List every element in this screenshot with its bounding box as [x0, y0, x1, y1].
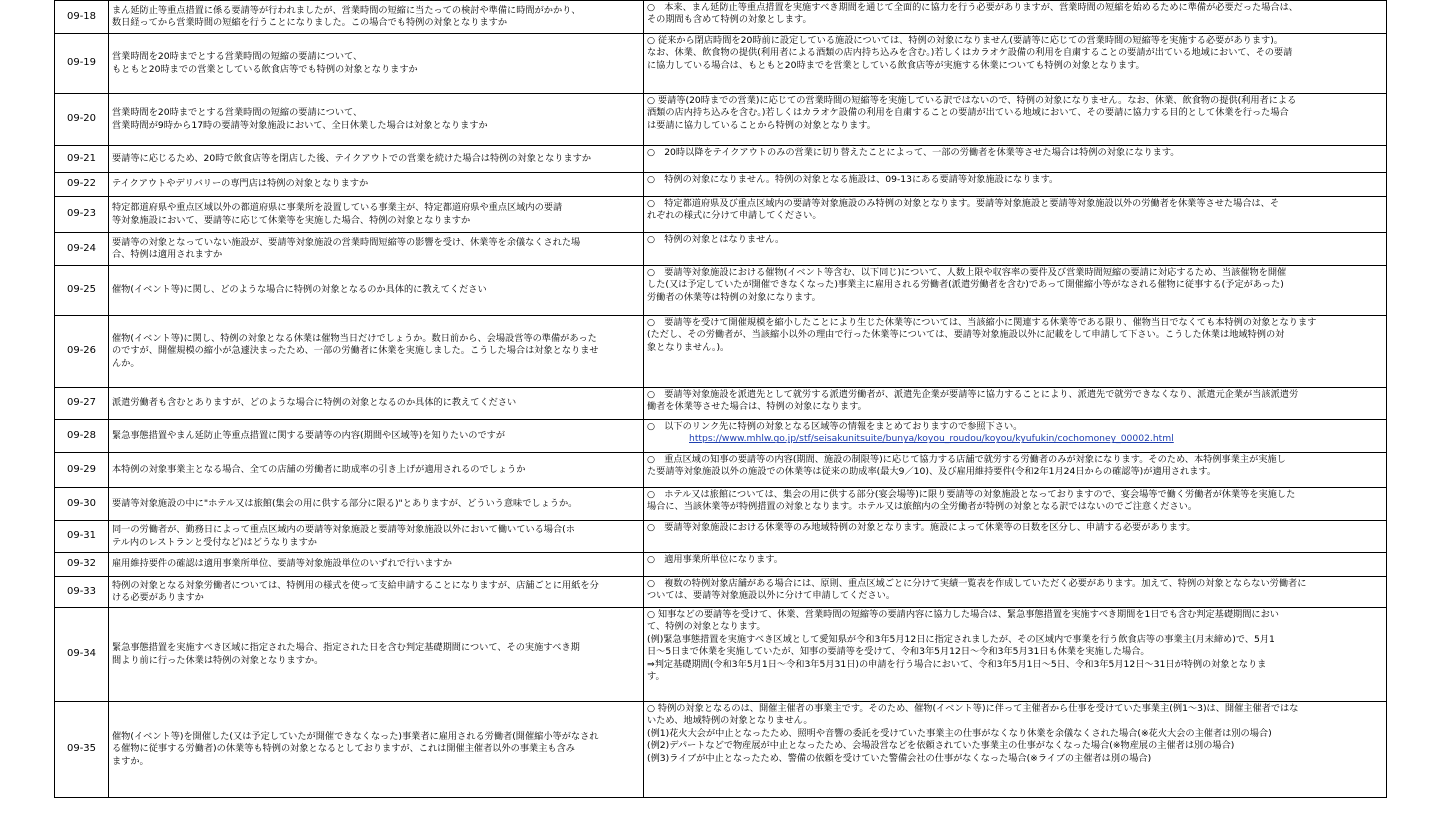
- answer-cell: [644, 316, 1387, 388]
- qa-row: [55, 577, 1387, 608]
- answer-text-line: ○ 適用事業所単位になります。: [647, 554, 783, 565]
- question-text-line: 数日経ってから営業時間の短縮を行うことになりました。この場合でも特例の対象となりますか: [112, 17, 508, 28]
- answer-cell: [644, 146, 1387, 173]
- answer-cell: [644, 34, 1387, 94]
- question-cell: [109, 173, 644, 197]
- answer-text-line: (例2)デパートなどで物産展が中止となったため、会場設営などを依頼されていた事業主の仕事がなくなった場合(※物産展の主催者は別の場合): [647, 740, 1235, 752]
- qa-row: [55, 553, 1387, 577]
- qa-row: [55, 266, 1387, 316]
- answer-text-line: ついては、要請等対象施設以外に分けて申請してください。: [647, 590, 896, 602]
- reference-link[interactable]: https://www.mhlw.go.jp/stf/seisakunitsuite/bunya/koyou_roudou/koyou/kyufukin/cochomoney_00002.html: [689, 433, 1174, 445]
- question-text-line: ける必要がありますか: [112, 592, 204, 603]
- question-cell: [109, 488, 644, 521]
- qa-row: [55, 1, 1387, 34]
- question-cell: [109, 197, 644, 233]
- question-cell: [109, 453, 644, 488]
- answer-text-line: ○ 特例の対象となるのは、開催主催者の事業主です。そのため、催物(イベント等)に伴って主催者から仕事を受けていた事業主(例1～3)は、開催主催者ではな: [647, 703, 1299, 714]
- question-text-line: 要請等の対象となっていない施設が、要請等対象施設の営業時間短縮等の影響を受け、休業等を余儀なくされた場: [112, 236, 581, 248]
- question-number: 09-33: [55, 577, 109, 608]
- answer-cell: [644, 702, 1387, 798]
- question-text-line: 催物(イベント等)に関し、どのような場合に特例の対象となるのか具体的に教えてください: [112, 284, 487, 296]
- question-text-line: もともと20時までの営業としている飲食店等でも特例の対象となりますか: [112, 63, 418, 75]
- answer-cell: [644, 577, 1387, 608]
- question-number: 09-18: [55, 1, 109, 34]
- answer-cell: [644, 173, 1387, 197]
- qa-table: [54, 0, 1387, 798]
- qa-row: [55, 197, 1387, 233]
- question-text-line: 営業時間を20時までとする営業時間の短縮の要請について、: [112, 107, 363, 119]
- answer-text-line: 酒類の店内持ち込みを含む。)若しくはカラオケ設備の利用を自粛することの要請が出ている地域において、その要請に協力する目的として休業を行った場合: [647, 107, 1289, 119]
- answer-cell: [644, 197, 1387, 233]
- question-number: 09-22: [55, 173, 109, 197]
- question-text-line: 派遣労働者も含むとありますが、どのような場合に特例の対象となるのか具体的に教えてください: [112, 397, 517, 409]
- question-number: 09-26: [55, 316, 109, 388]
- answer-text-line: ○ 従来から閉店時間を20時前に設定している施設については、特例の対象になりません(要請等に応じての営業時間の短縮等を実施する必要があります)。: [647, 35, 1283, 46]
- answer-text-line: ○ 要請等(20時までの営業)に応じての営業時間の短縮等を実施している訳ではないので、特例の対象になりません。なお、休業、飲食物の提供(利用者による: [647, 95, 1297, 106]
- question-text-line: 本特例の対象事業主となる場合、全ての店舗の労働者に助成率の引き上げが適用されるのでしょうか: [112, 463, 526, 475]
- question-text-line: のですが、開催規模の縮小が急遽決まったため、一部の労働者に休業を実施しました。こうした場合は対象となりませ: [112, 345, 599, 357]
- answer-text-line: 労働者の休業等は特例の対象になります。: [647, 291, 821, 303]
- question-text-line: 合、特例は適用されますか: [112, 249, 223, 260]
- answer-text-line: ○ 重点区域の知事の要請等の内容(期間、施設の制限等)に応じて協力する店舗で就労する労働者のみが対象になります。そのため、本特例事業主が実施し: [647, 454, 1286, 465]
- qa-row: [55, 453, 1387, 488]
- question-text-line: 同一の労働者が、勤務日によって重点区域内の要請等対象施設と要請等対象施設以外において働いている場合(ホ: [112, 524, 575, 536]
- question-cell: [109, 34, 644, 94]
- question-number: 09-19: [55, 34, 109, 94]
- answer-cell: [644, 420, 1387, 453]
- question-text-line: 特定都道府県や重点区域以外の都道府県に事業所を設置している事業主が、特定都道府県や重点区域内の要請: [112, 202, 563, 214]
- answer-text-line: に協力している場合は、もともと20時までを営業としている飲食店等が実施する休業についても特例の対象となります。: [647, 59, 1145, 71]
- qa-row: [55, 488, 1387, 521]
- question-cell: [109, 521, 644, 553]
- qa-row: [55, 316, 1387, 388]
- question-cell: [109, 420, 644, 453]
- question-cell: [109, 233, 644, 266]
- question-number: 09-31: [55, 521, 109, 553]
- answer-cell: [644, 453, 1387, 488]
- question-text-line: 特例の対象となる対象労働者については、特例用の様式を使って支給申請することになりますが、店舗ごとに用紙を分: [112, 579, 599, 591]
- answer-cell: [644, 388, 1387, 420]
- question-number: 09-30: [55, 488, 109, 521]
- answer-text-line: ○ 特定都道府県及び重点区域内の要請等対象施設のみ特例の対象となります。要請等対象施設と要請等対象施設以外の労働者を休業等させた場合は、そ: [647, 198, 1280, 209]
- answer-cell: [644, 488, 1387, 521]
- answer-text-line: ○ 知事などの要請等を受けて、休業、営業時間の短縮等の要請内容に協力した場合は、緊急事態措置を実施すべき期間を1日でも含む判定基礎期間におい: [647, 609, 1279, 620]
- answer-text-line: なお、休業、飲食物の提供(利用者による酒類の店内持ち込みを含む。)若しくはカラオケ設備の利用を自粛することの要請が出ている地域において、その要請: [647, 47, 1293, 59]
- qa-row: [55, 702, 1387, 798]
- answer-text-line: いため、地域特例の対象となりません。: [647, 715, 813, 727]
- question-text-line: 要請等対象施設の中に"ホテル又は旅館(集会の用に供する部分に限る)"とありますが、どういう意味でしょうか。: [112, 497, 578, 509]
- question-number: 09-29: [55, 453, 109, 488]
- question-text-line: 催物(イベント等)を開催した(又は予定していたが開催できなくなった)事業者に雇用される労働者(開催縮小等がなされ: [112, 730, 599, 742]
- question-text-line: 等対象施設において、要請等に応じて休業等を実施した場合、特例の対象となりますか: [112, 214, 471, 226]
- answer-text-line: した(又は予定していたが開催できなくなった)事業主に雇用される労働者(派遣労働者を含む)であって開催縮小等がなされる催物に従事する(予定があった): [647, 279, 1284, 291]
- question-text-line: 催物(イベント等)に関し、特例の対象となる休業は催物当日だけでしょうか。数日前から、会場設営等の準備があった: [112, 332, 597, 344]
- qa-row: [55, 94, 1387, 146]
- answer-text-line: ○ ホテル又は旅館については、集会の用に供する部分(宴会場等)に限り要請等の対象施設となっておりますので、宴会場等で働く労働者が休業等を実施した: [647, 489, 1296, 500]
- question-text-line: 間より前に行った休業は特例の対象となりますか。: [112, 654, 324, 666]
- answer-text-line: ○ 要請等対象施設を派遣先として就労する派遣労働者が、派遣先企業が要請等に協力することにより、派遣先で就労できなくなり、派遣元企業が当該派遣労: [647, 389, 1299, 400]
- qa-row: [55, 388, 1387, 420]
- question-text-line: まん延防止等重点措置に係る要請等が行われましたが、営業時間の短縮に当たっての検討や準備に時間がかかり、: [112, 4, 581, 16]
- answer-text-line: (ただし、その労働者が、当該縮小以外の理由で行った休業等については、要請等対象施設以外に記載をして申請して下さい。こうした休業は地域特例の対: [647, 329, 1285, 341]
- question-number: 09-23: [55, 197, 109, 233]
- answer-text-line: ○ 本来、まん延防止等重点措置を実施すべき期間を通じて全面的に協力を行う必要がありますが、営業時間の短縮を始めるために準備が必要だった場合は、: [647, 2, 1298, 13]
- answer-text-line: ○ 20時以降をテイクアウトのみの営業に切り替えたことによって、一部の労働者を休業等させた場合は特例の対象になります。: [647, 147, 1180, 158]
- question-number: 09-21: [55, 146, 109, 173]
- qa-row: [55, 420, 1387, 453]
- answer-cell: [644, 94, 1387, 146]
- answer-text-line: す。: [647, 671, 665, 683]
- question-number: 09-35: [55, 702, 109, 798]
- question-text-line: る催物に従事する労働者)の休業等も特例の対象となるとしておりますが、これは開催主催者以外の事業主も含み: [112, 743, 575, 755]
- qa-row: [55, 34, 1387, 94]
- question-number: 09-20: [55, 94, 109, 146]
- answer-text-line: ○ 特例の対象になりません。特例の対象となる施設は、09-13にある要請等対象施設になります。: [647, 174, 1059, 185]
- question-number: 09-25: [55, 266, 109, 316]
- question-cell: [109, 702, 644, 798]
- answer-text-line: 象となりません。)。: [647, 341, 730, 353]
- answer-text-line: ○ 複数の特例対象店舗がある場合には、原則、重点区域ごとに分けて実績一覧表を作成していただく必要があります。加えて、特例の対象とならない労働者に: [647, 578, 1307, 589]
- qa-row: [55, 146, 1387, 173]
- question-number: 09-27: [55, 388, 109, 420]
- question-cell: [109, 266, 644, 316]
- question-text-line: 緊急事態措置やまん延防止等重点措置に関する要請等の内容(期間や区域等)を知りたいのですが: [112, 429, 506, 441]
- answer-text-line: (例1)花火大会が中止となったため、照明や音響の委託を受けていた事業主の仕事がなくなり休業を余儀なくされた場合(※花火大会の主催者は別の場合): [647, 727, 1272, 739]
- question-text-line: 要請等に応じるため、20時で飲食店等を閉店した後、テイクアウトでの営業を続けた場合は特例の対象となりますか: [112, 152, 592, 164]
- question-cell: [109, 146, 644, 173]
- answer-text-line: (例)緊急事態措置を実施すべき区域として愛知県が令和3年5月12日に指定されましたが、その区域内で事業を行う飲食店等の事業主(月末締め)で、5月1: [647, 633, 1275, 645]
- answer-text-line: ○ 要請等対象施設における休業等のみ地域特例の対象となります。施設によって休業等の日数を区分し、申請する必要があります。: [647, 522, 1196, 533]
- question-text-line: 雇用維持要件の確認は適用事業所単位、要請等対象施設単位のいずれで行いますか: [112, 558, 452, 570]
- answer-cell: [644, 1, 1387, 34]
- question-cell: [109, 553, 644, 577]
- answer-text-line: 働者を休業等させた場合は、特例の対象になります。: [647, 401, 867, 413]
- question-cell: [109, 388, 644, 420]
- qa-row: [55, 608, 1387, 702]
- question-text-line: 営業時間を20時までとする営業時間の短縮の要請について、: [112, 51, 363, 63]
- question-text-line: んか。: [112, 357, 140, 369]
- answer-text-line: た要請等対象施設以外の施設での休業等は従来の助成率(最大9／10)、及び雇用維持要件(令和2年1月24日からの確認等)が適用されます。: [647, 466, 1217, 478]
- qa-row: [55, 173, 1387, 197]
- answer-cell: [644, 608, 1387, 702]
- answer-text-line: ○ 以下のリンク先に特例の対象となる区域等の情報をまとめておりますので参照下さい。: [647, 421, 1023, 432]
- answer-text-line: 場合に、当該休業等が特例措置の対象となります。ホテル又は旅館内の全労働者が特例の対象となる訳ではないのでご注意ください。: [647, 501, 1198, 513]
- question-cell: [109, 94, 644, 146]
- answer-text-line: 日～5日まで休業を実施していたが、知事の要請等を受けて、令和3年5月12日～令和3年5月31日も休業を実施した場合。: [647, 646, 1150, 658]
- question-number: 09-32: [55, 553, 109, 577]
- question-cell: [109, 608, 644, 702]
- question-number: 09-34: [55, 608, 109, 702]
- answer-text-line: ○ 要請等対象施設における催物(イベント等含む、以下同じ)について、人数上限や収容率の要件及び営業時間短縮の要請に対応するため、当該催物を開催: [647, 267, 1287, 278]
- answer-text-line: その期間も含めて特例の対象とします。: [647, 14, 812, 26]
- question-text-line: 緊急事態措置を実施すべき区域に指定された場合、指定された日を含む判定基礎期間について、その実施すべき期: [112, 642, 580, 654]
- answer-cell: [644, 233, 1387, 266]
- question-text-line: テル内のレストランと受付など)はどうなりますか: [112, 536, 317, 548]
- answer-text-line: ○ 特例の対象とはなりません。: [647, 234, 785, 245]
- qa-row: [55, 233, 1387, 266]
- question-text-line: テイクアウトやデリバリーの専門店は特例の対象となりますか: [112, 178, 369, 190]
- answer-text-line: て、特例の対象となります。: [647, 621, 766, 633]
- question-cell: [109, 1, 644, 34]
- question-cell: [109, 316, 644, 388]
- answer-text-line: ○ 要請等を受けて開催規模を縮小したことにより生じた休業等については、当該縮小に関連する休業等である限り、催物当日でなくても本特例の対象となります: [647, 317, 1317, 328]
- question-number: 09-24: [55, 233, 109, 266]
- question-number: 09-28: [55, 420, 109, 453]
- qa-table-body: [55, 1, 1387, 798]
- question-text-line: ますか。: [112, 755, 149, 767]
- answer-text-line: は要請に協力していることから特例の対象となります。: [647, 119, 876, 131]
- question-text-line: 営業時間が9時から17時の要請等対象施設において、全日休業した場合は対象となりますか: [112, 119, 488, 131]
- qa-row: [55, 521, 1387, 553]
- answer-cell: [644, 553, 1387, 577]
- answer-cell: [644, 521, 1387, 553]
- answer-text-line: れぞれの様式に分けて申請してください。: [647, 210, 822, 222]
- answer-text-line: ⇒判定基礎期間(令和3年5月1日～令和3年5月31日)の申請を行う場合において、令和3年5月1日～5日、令和3年5月12日～31日が特例の対象となりま: [647, 658, 1267, 670]
- question-cell: [109, 577, 644, 608]
- answer-cell: [644, 266, 1387, 316]
- answer-text-line: (例3)ライブが中止となったため、警備の依頼を受けていた警備会社の仕事がなくなった場合(※ライブの主催者は別の場合): [647, 752, 1152, 764]
